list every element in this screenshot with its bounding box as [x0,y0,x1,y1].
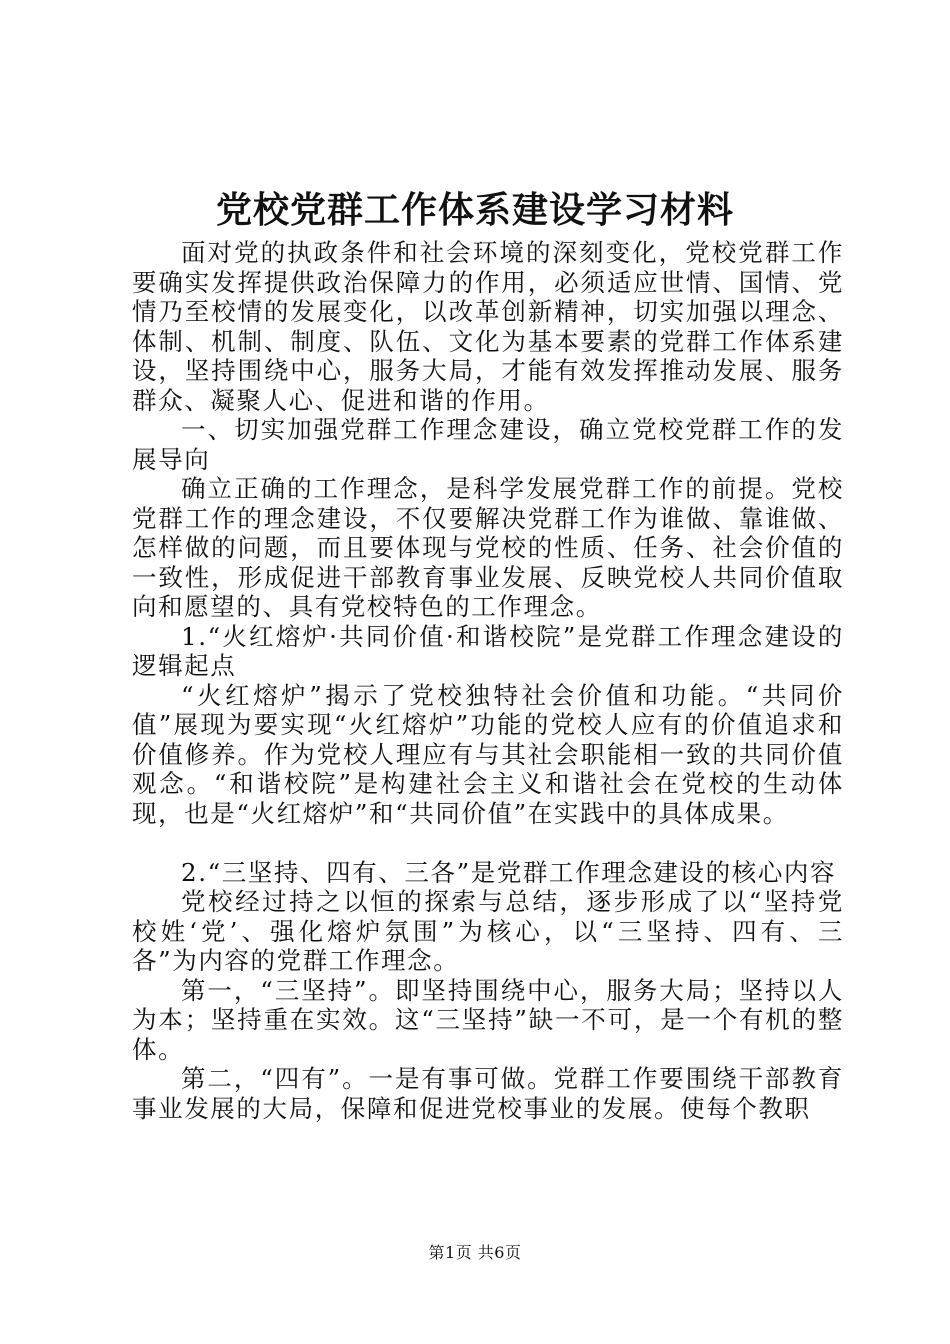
paragraph-exploration: 党校经过持之以恒的探索与总结，逐步形成了以“坚持党校姓‘党’、强化熔炉氛围”为核心，以“三坚持、四有、三各”为内容的党群工作理念。 [132,887,844,975]
paragraph-second: 第二，“四有”。一是有事可做。党群工作要围绕干部教育事业发展的大局，保障和促进党校事业的发展。使每个教职 [132,1064,844,1123]
paragraph-concept: 确立正确的工作理念，是科学发展党群工作的前提。党校党群工作的理念建设，不仅要解决党群工作为谁做、靠谁做、怎样做的问题，而且要体现与党校的性质、任务、社会价值的一致性，形成促进干部教育事业发展、反映党校人共同价值取向和愿望的、具有党校特色的工作理念。 [132,474,844,621]
page-number-footer: 第1页 共6页 [428,1243,522,1262]
document-title: 党校党群工作体系建设学习材料 [215,189,734,231]
subheading-1: 1.“火红熔炉·共同价值·和谐校院”是党群工作理念建设的逻辑起点 [132,621,844,680]
section-heading-1: 一、切实加强党群工作理念建设，确立党校党群工作的发展导向 [132,415,844,474]
paragraph-intro: 面对党的执政条件和社会环境的深刻变化，党校党群工作要确实发挥提供政治保障力的作用，必须适应世情、国情、党情乃至校情的发展变化，以改革创新精神，切实加强以理念、体制、机制、制度、队伍、文化为基本要素的党群工作体系建设，坚持围绕中心，服务大局，才能有效发挥推动发展、服务群众、凝聚人心、促进和谐的作用。 [132,238,844,415]
paragraph-furnace: “火红熔炉”揭示了党校独特社会价值和功能。“共同价值”展现为要实现“火红熔炉”功能的党校人应有的价值追求和价值修养。作为党校人理应有与其社会职能相一致的共同价值观念。“和谐校院”是构建社会主义和谐社会在党校的生动体现，也是“火红熔炉”和“共同价值”在实践中的具体成果。 [132,680,844,828]
document-body [132,238,844,1123]
paragraph-first: 第一，“三坚持”。即坚持围绕中心，服务大局；坚持以人为本；坚持重在实效。这“三坚持”缺一不可，是一个有机的整体。 [132,975,844,1064]
subheading-2: 2.“三坚持、四有、三各”是党群工作理念建设的核心内容 [181,857,837,887]
